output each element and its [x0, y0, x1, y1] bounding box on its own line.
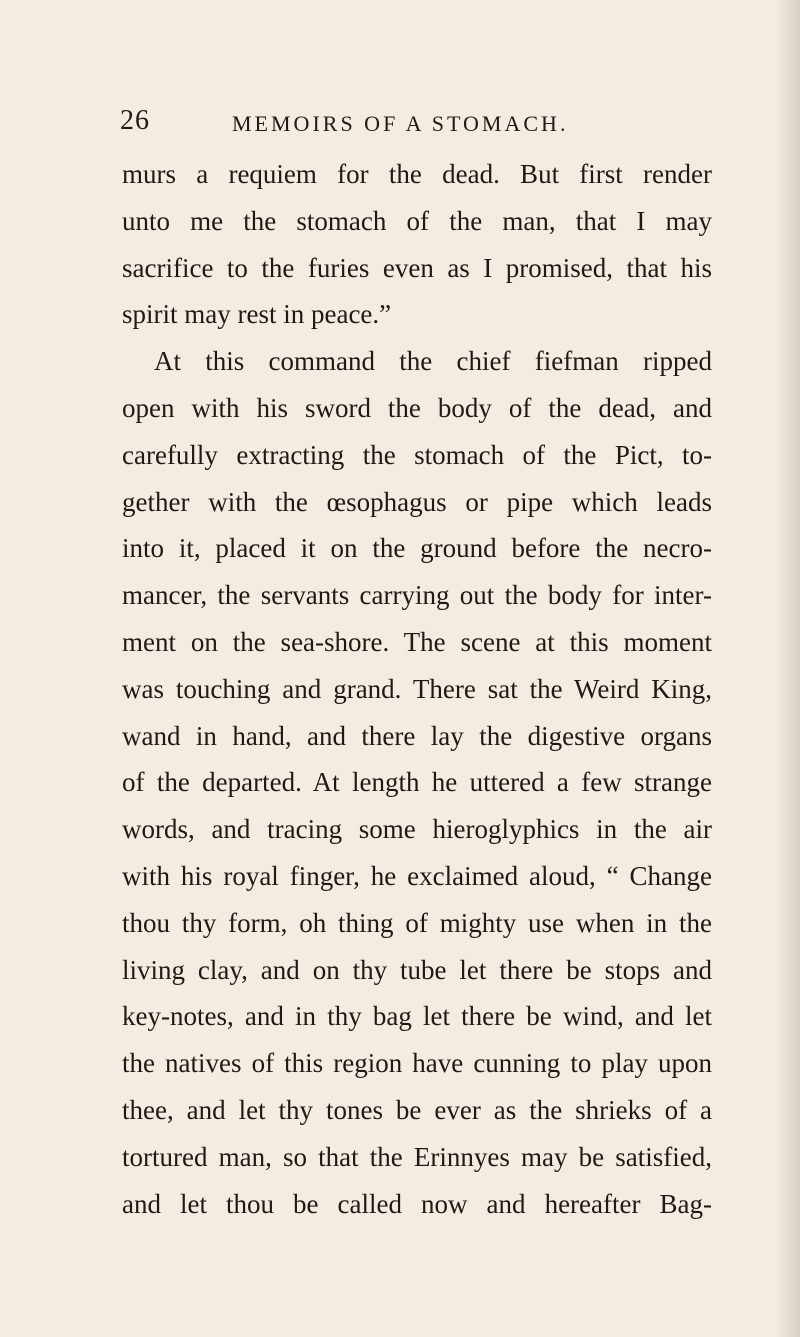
text-line: with his royal finger, he exclaimed aloud, “ Change	[122, 860, 712, 891]
body-text	[122, 151, 712, 1227]
text-line: thee, and let thy tones be ever as the shrieks of a	[122, 1094, 712, 1125]
text-line: carefully extracting the stomach of the Pict, to-	[122, 439, 712, 470]
running-head: MEMOIRS OF A STOMACH.	[232, 111, 569, 136]
text-line: thou thy form, oh thing of mighty use when in the	[122, 907, 712, 938]
text-line: and let thou be called now and hereafter Bag-	[122, 1188, 712, 1219]
text-line: At this command the chief fiefman ripped	[154, 346, 712, 377]
text-line: the natives of this region have cunning to play upon	[122, 1048, 712, 1079]
page-header	[0, 105, 800, 145]
page-number: 26	[120, 105, 150, 136]
page-edge-shadow	[776, 0, 800, 1337]
text-line: was touching and grand. There sat the Weird King,	[122, 673, 712, 704]
text-line: key-notes, and in thy bag let there be wind, and let	[122, 1001, 712, 1032]
text-line: spirit may rest in peace.”	[122, 299, 392, 330]
text-line: ment on the sea-shore. The scene at this moment	[122, 626, 712, 657]
text-line: tortured man, so that the Erinnyes may be satisfied,	[122, 1141, 712, 1172]
text-line: living clay, and on thy tube let there be stops and	[122, 954, 712, 985]
text-line: mancer, the servants carrying out the body for inter-	[122, 580, 712, 611]
text-line: unto me the stomach of the man, that I may	[122, 205, 712, 236]
text-line: into it, placed it on the ground before the necro-	[122, 533, 712, 564]
text-line: sacrifice to the furies even as I promised, that his	[122, 252, 712, 283]
text-line: of the departed. At length he uttered a few strange	[122, 767, 712, 798]
text-line: murs a requiem for the dead. But first render	[122, 159, 712, 189]
text-line: gether with the œsophagus or pipe which leads	[122, 486, 712, 517]
text-line: wand in hand, and there lay the digestive organs	[122, 720, 712, 751]
text-line: words, and tracing some hieroglyphics in the air	[122, 814, 712, 845]
text-line: open with his sword the body of the dead, and	[122, 392, 712, 423]
